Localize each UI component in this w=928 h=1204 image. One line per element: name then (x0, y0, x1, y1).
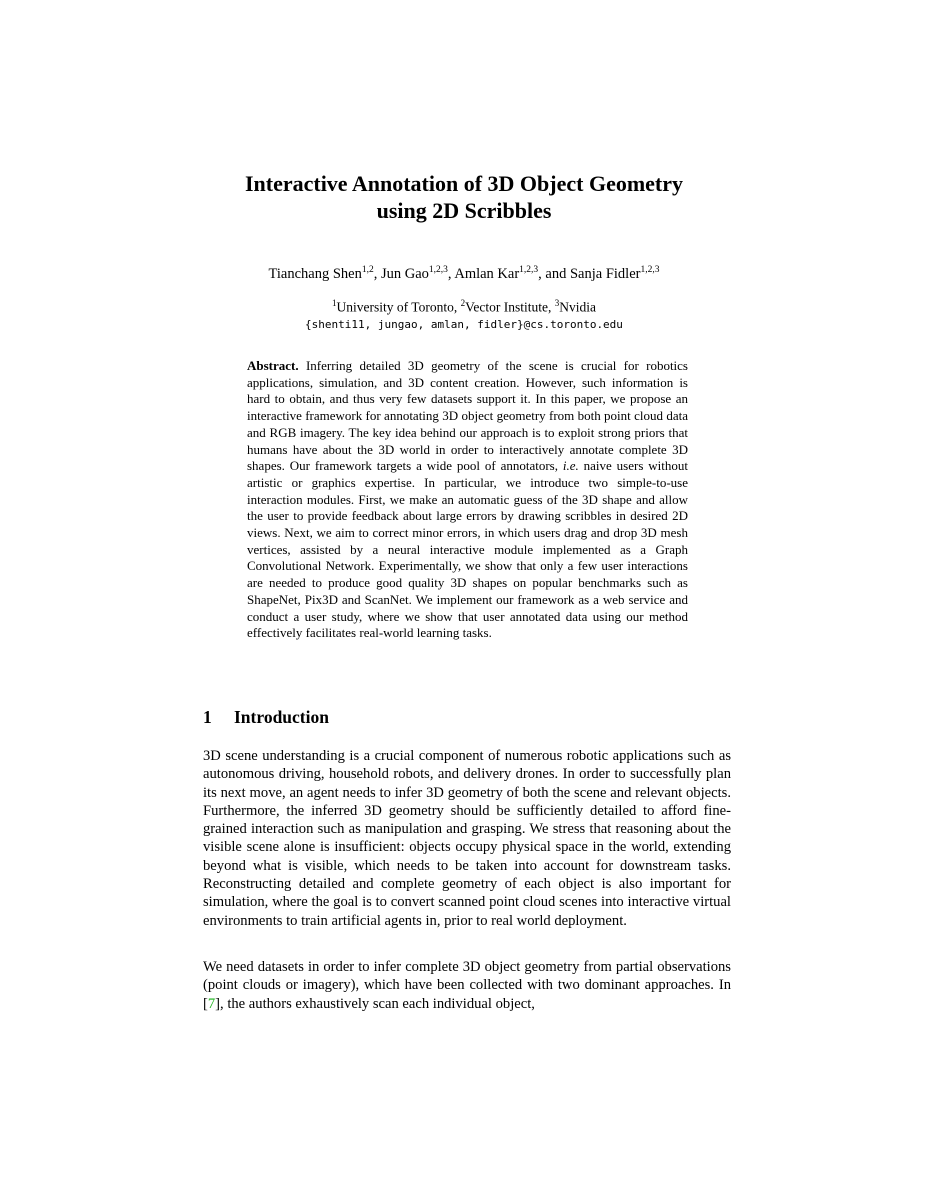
author-emails: {shenti11, jungao, amlan, fidler}@cs.toronto.edu (305, 318, 623, 331)
affiliation: Vector Institute (465, 299, 548, 315)
paper-title (0, 170, 928, 224)
title-line-2: using 2D Scribbles (376, 198, 552, 223)
affiliation: University of Toronto (336, 299, 454, 315)
author: Amlan Kar$^{1,2,3}$ (454, 265, 539, 282)
abstract-label: Abstract. (247, 358, 299, 373)
affiliation: Nvidia (559, 299, 596, 315)
abstract-text-continued: naive users without artistic or graphics expertise. In particular, we introduce two simple-to-use interaction modules. First, we make an automatic guess of the 3D shape and allow the user to provide feedback about large errors by drawing scribbles in desired 2D views. Next, we aim to correct minor errors, in which users drag and drop 3D mesh vertices, assisted by a neural interactive module implemented as a Graph Convolutional Network. Experimentally, we show that only a few user interactions are needed to produce good quality 3D shapes on popular benchmarks such as ShapeNet, Pix3D and ScanNet. We implement our framework as a web service and conduct a user study, where we show that user annotated data using our method effectively facilitates real-world learning tasks. (247, 458, 688, 641)
abstract (247, 358, 688, 642)
abstract-text: Inferring detailed 3D geometry of the scene is crucial for robotics applications, simulation, and 3D content creation. However, such information is hard to obtain, and thus very few datasets support it. In this paper, we propose an interactive framework for annotating 3D object geometry from both point cloud data and RGB imagery. The key idea behind our approach is to exploit strong priors that humans have about the 3D world in order to interactively annotate complete 3D shapes. Our framework targets a wide pool of annotators, (247, 358, 688, 474)
affiliations: $^1$University of Toronto, $^2$Vector Institute, $^3$Nvidia (332, 298, 596, 315)
intro-paragraph-1: 3D scene understanding is a crucial component of numerous robotic applications such as autonomous driving, household robots, and delivery drones. In order to successfully plan its next move, an agent needs to infer 3D geometry of both the scene and relevant objects. Furthermore, the inferred 3D geometry should be sufficiently detailed to afford fine-grained interaction such as manipulation and grasping. We stress that reasoning about the visible scene alone is insufficient: objects occupy physical space in the world, extending beyond what is visible, which needs to be taken into account for downstream tasks. Reconstructing detailed and complete geometry of each object is also important for simulation, where the goal is to convert scanned point cloud scenes into interactive virtual environments to train artificial agents in, prior to real world deployment. (203, 748, 731, 929)
abstract-ie: i.e. (562, 458, 579, 474)
author: Jun Gao$^{1,2,3}$ (380, 265, 448, 282)
intro-paragraph-2: We need datasets in order to infer complete 3D object geometry from partial observations (point clouds or imagery), which have been collected with two dominant approaches. In [7], the authors exhaustively scan each individual object, (203, 959, 731, 1012)
citation-link[interactable]: 7 (207, 995, 216, 1012)
title-line-1: Interactive Annotation of 3D Object Geometry (244, 171, 684, 196)
section-heading (203, 707, 329, 728)
author: Sanja Fidler$^{1,2,3}$ (569, 265, 660, 282)
section-number: 1 (203, 707, 212, 727)
author: Tianchang Shen$^{1,2}$ (268, 265, 374, 282)
section-title: Introduction (234, 707, 329, 727)
author-list: Tianchang Shen$^{1,2}$, Jun Gao$^{1,2,3}$, Amlan Kar$^{1,2,3}$, and Sanja Fidler$^{1,2,3}$ (268, 265, 660, 282)
